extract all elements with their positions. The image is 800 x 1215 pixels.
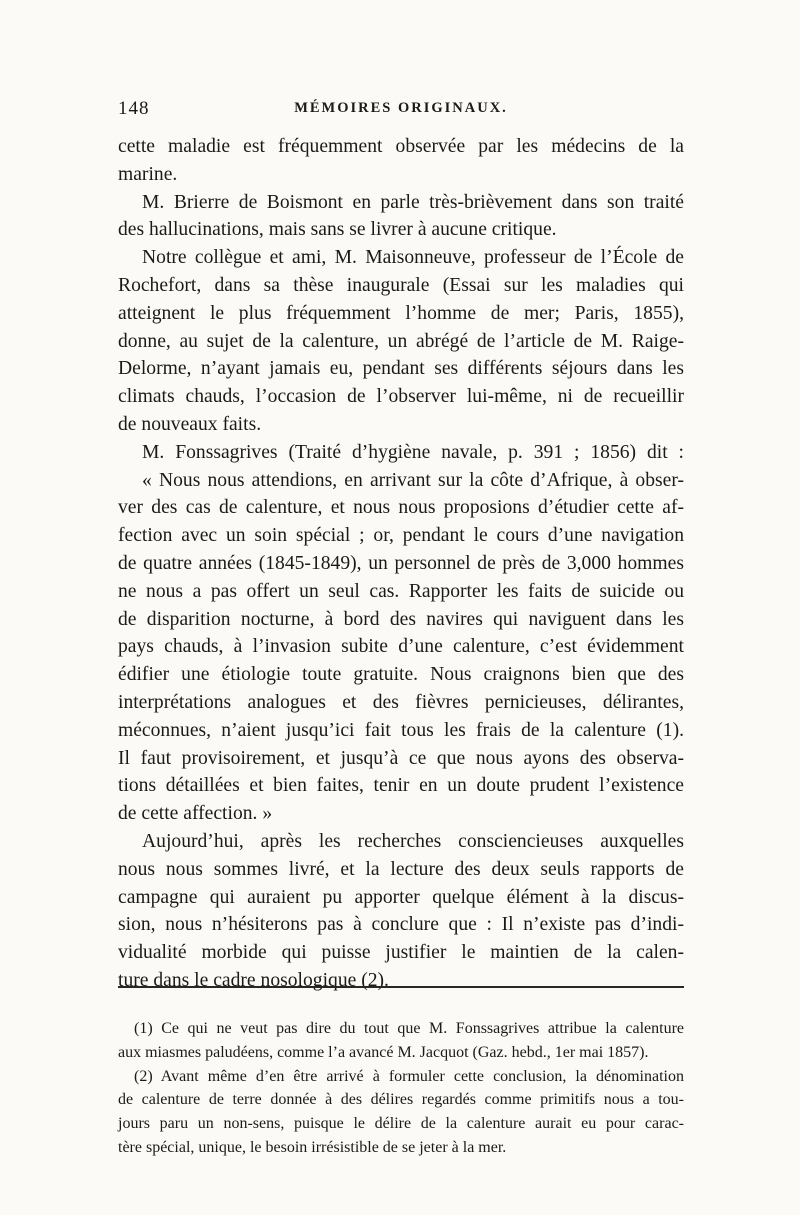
body-line: ver des cas de calenture, et nous nous proposions d’étudier cette af- [118,497,684,519]
footnote-line: tère spécial, unique, le besoin irrésistible de se jeter à la mer. [118,1138,507,1156]
body-line: de nouveaux faits. [118,413,262,435]
footnote-divider [118,986,684,988]
body-line: nous nous sommes livré, et la lecture des deux seuls rapports de [118,858,684,880]
body-line: atteignent le plus fréquemment l’homme de mer; Paris, 1855), [118,302,684,324]
body-line: tions détaillées et bien faites, tenir en un doute prudent l’existence [118,775,684,797]
body-line: sion, nous n’hésiterons pas à conclure que : Il n’existe pas d’indi- [118,914,684,936]
body-line: vidualité morbide qui puisse justifier le maintien de la calen- [118,942,684,964]
body-line: Il faut provisoirement, et jusqu’à ce que nous ayons des observa- [118,747,684,769]
footnote-line: de calenture de terre donnée à des délires regardés comme primitifs nous a tou- [118,1091,684,1109]
body-line: de cette affection. » [118,803,273,825]
footnote-line: jours paru un non-sens, puisque le délire de la calenture aurait eu pour carac- [118,1115,684,1133]
footnote-line: (2) Avant même d’en être arrivé à formuler cette conclusion, la dénomination [134,1067,684,1085]
body-line: ture dans le cadre nosologique (2). [118,969,389,991]
body-line: pays chauds, à l’invasion subite d’une calenture, c’est évidemment [118,636,684,658]
body-line: climats chauds, l’occasion de l’observer lui-même, ni de recueillir [118,386,684,408]
body-line: campagne qui auraient pu apporter quelque élément à la discus- [118,886,684,908]
footnotes [118,1017,684,1160]
body-line: M. Fonssagrives (Traité d’hygiène navale, p. 391 ; 1856) dit : [142,441,684,463]
body-line: Aujourd’hui, après les recherches consciencieuses auxquelles [142,830,684,852]
body-line: M. Brierre de Boismont en parle très-brièvement dans son traité [142,191,684,213]
page-number: 148 [118,98,150,119]
body-line: des hallucinations, mais sans se livrer à aucune critique. [118,219,557,241]
body-line: Rochefort, dans sa thèse inaugurale (Essai sur les maladies qui [118,274,684,296]
footnote-line: (1) Ce qui ne veut pas dire du tout que M. Fonssagrives attribue la calenture [134,1020,684,1037]
body-line: Notre collègue et ami, M. Maisonneuve, professeur de l’École de [142,247,684,269]
body-line: méconnues, n’aient jusqu’ici fait tous les frais de la calenture (1). [118,719,684,741]
body-line: de quatre années (1845-1849), un personnel de près de 3,000 hommes [118,552,684,574]
body-line: édifier une étiologie toute gratuite. Nous craignons bien que des [118,664,684,686]
footnote-line: aux miasmes paludéens, comme l’a avancé M. Jacquot (Gaz. hebd., 1er mai 1857). [118,1043,649,1061]
body-line: interprétations analogues et des fièvres pernicieuses, délirantes, [118,691,684,713]
body-line: Delorme, n’ayant jamais eu, pendant ses différents séjours dans les [118,358,684,380]
body-line: de disparition nocturne, à bord des navires qui naviguent dans les [118,608,684,630]
page-header [118,98,684,124]
body-line: fection avec un soin spécial ; or, pendant le cours d’une navigation [118,525,684,547]
body-line: « Nous nous attendions, en arrivant sur la côte d’Afrique, à obser- [142,469,684,491]
running-title: MÉMOIRES ORIGINAUX. [294,100,508,116]
body-text [118,133,684,995]
body-line: marine. [118,163,178,185]
body-line: ne nous a pas offert un seul cas. Rapporter les faits de suicide ou [118,580,684,602]
body-line: cette maladie est fréquemment observée par les médecins de la [118,136,684,157]
body-line: donne, au sujet de la calenture, un abrégé de l’article de M. Raige- [118,330,684,352]
